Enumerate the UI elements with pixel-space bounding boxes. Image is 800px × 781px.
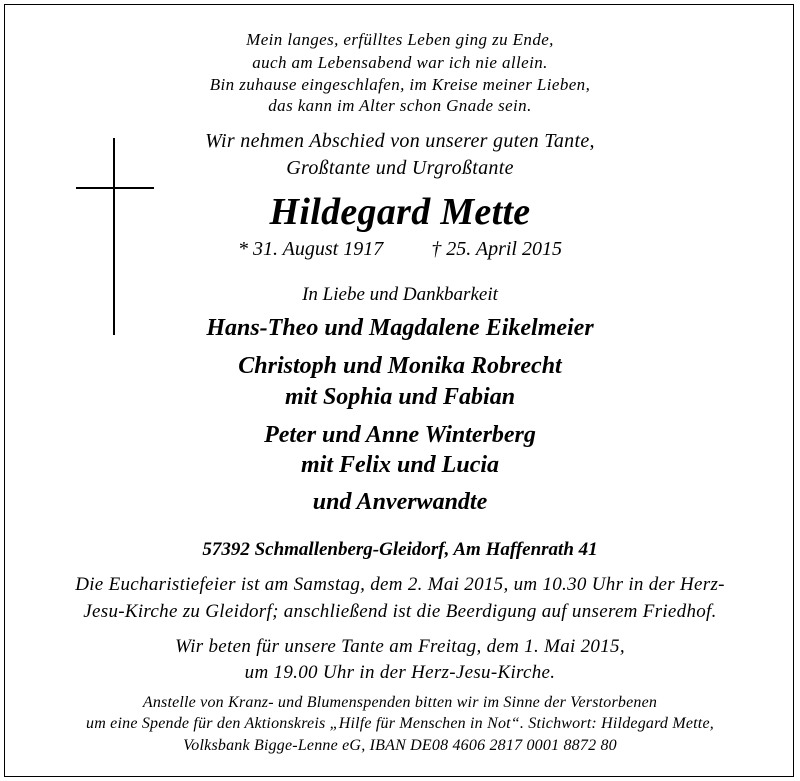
cross-icon-beam bbox=[76, 187, 154, 189]
family-line: Christoph und Monika Robrecht bbox=[238, 353, 562, 379]
prayer-line: um 19.00 Uhr in der Herz-Jesu-Kirche. bbox=[244, 662, 556, 683]
intro-line: Wir nehmen Abschied von unserer guten Tante, bbox=[205, 130, 595, 152]
prayer-line: Wir beten für unsere Tante am Freitag, dem 1. Mai 2015, bbox=[175, 636, 625, 657]
donation-line: Anstelle von Kranz- und Blumenspenden bitten wir im Sinne der Verstorbenen bbox=[142, 694, 658, 711]
poem-line: Bin zuhause eingeschlafen, im Kreise meiner Lieben, bbox=[209, 75, 591, 94]
family-line: Hans-Theo und Magdalene Eikelmeier bbox=[206, 315, 594, 341]
birth-date: * 31. August 1917 bbox=[238, 238, 384, 260]
service-line: Jesu-Kirche zu Gleidorf; anschließend ist die Beerdigung auf unserem Friedhof. bbox=[83, 601, 717, 622]
family-line: Peter und Anne Winterberg bbox=[264, 422, 536, 448]
poem-line: Mein langes, erfülltes Leben ging zu Ende, bbox=[246, 30, 554, 49]
address-line: 57392 Schmallenberg-Gleidorf, Am Haffenrath 41 bbox=[202, 539, 598, 560]
poem-line: das kann im Alter schon Gnade sein. bbox=[268, 96, 532, 115]
donation-line: um eine Spende für den Aktionskreis „Hilfe für Menschen in Not“. Stichwort: Hildegard Mette, bbox=[86, 715, 714, 732]
death-date: † 25. April 2015 bbox=[431, 238, 562, 260]
in-love-line: In Liebe und Dankbarkeit bbox=[302, 284, 498, 305]
service-line: Die Eucharistiefeier ist am Samstag, dem 2. Mai 2015, um 10.30 Uhr in der Herz- bbox=[75, 574, 725, 595]
intro-line: Großtante und Urgroßtante bbox=[286, 157, 514, 179]
family-line: und Anverwandte bbox=[312, 489, 488, 515]
family-line: mit Sophia und Fabian bbox=[284, 384, 516, 410]
deceased-name: Hildegard Mette bbox=[269, 191, 531, 233]
family-line: mit Felix und Lucia bbox=[300, 452, 500, 478]
poem-line: auch am Lebensabend war ich nie allein. bbox=[252, 53, 548, 72]
life-dates bbox=[0, 238, 800, 261]
donation-line: Volksbank Bigge-Lenne eG, IBAN DE08 4606 2817 0001 8872 80 bbox=[183, 737, 617, 754]
